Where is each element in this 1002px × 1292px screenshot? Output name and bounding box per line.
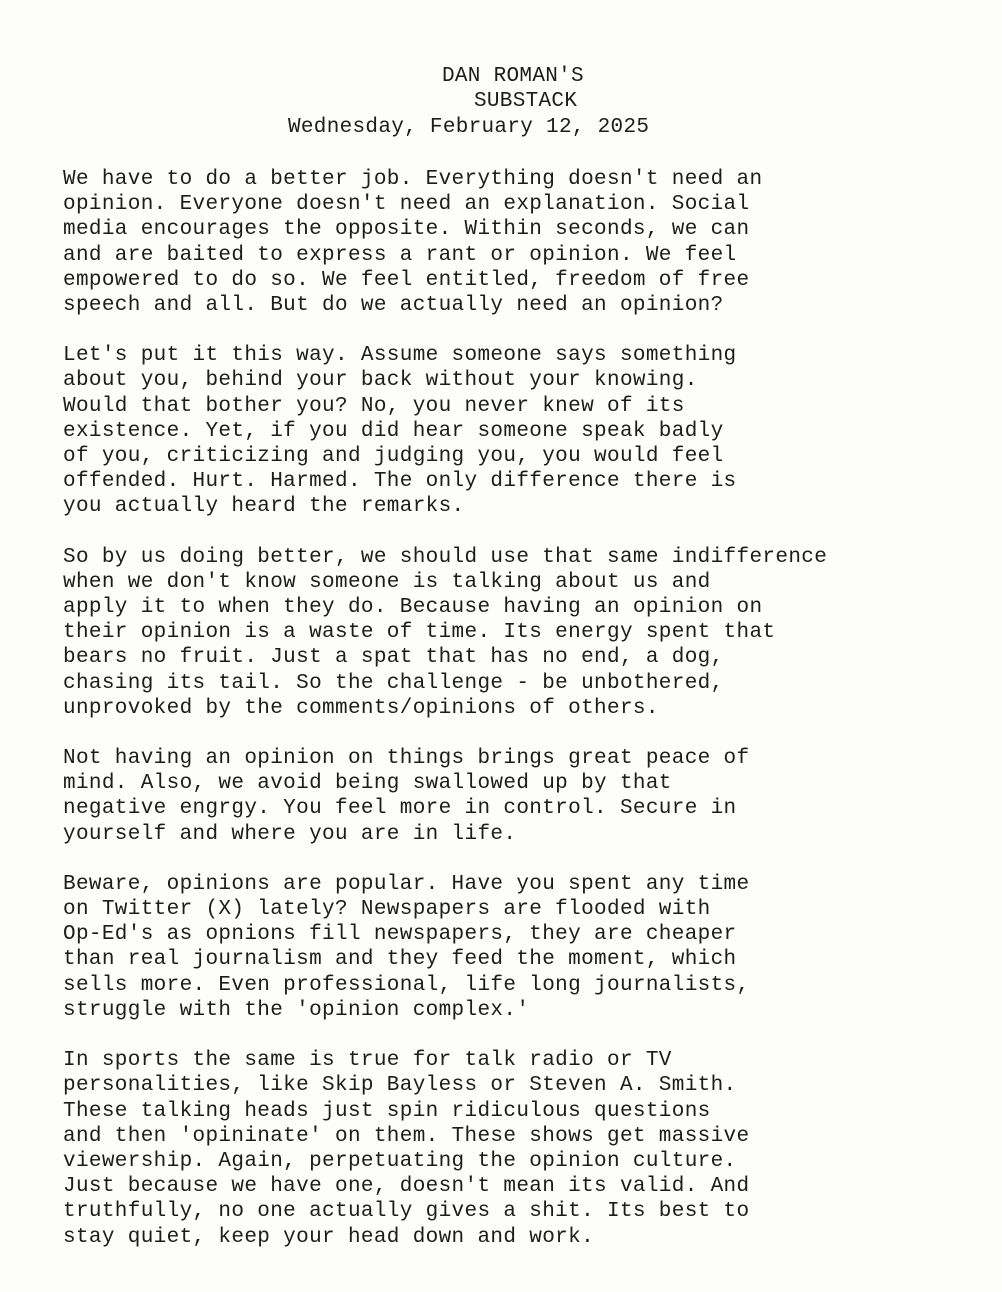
text-line: We have to do a better job. Everything doesn't need an bbox=[63, 168, 763, 191]
text-line: mind. Also, we avoid being swallowed up by that bbox=[63, 772, 672, 796]
text-line: their opinion is a waste of time. Its energy spent that bbox=[63, 621, 776, 645]
text-line: So by us doing better, we should use that same indifference bbox=[63, 545, 828, 569]
text-line: Just because we have one, doesn't mean its valid. And bbox=[63, 1175, 750, 1199]
paragraph-5 bbox=[63, 872, 963, 1023]
text-line: bears no fruit. Just a spat that has no end, a dog, bbox=[63, 646, 724, 670]
title-line-1: DAN ROMAN'S bbox=[442, 65, 584, 88]
text-line: chasing its tail. So the challenge - be unbothered, bbox=[63, 671, 724, 695]
text-line: negative engrgy. You feel more in control. Secure in bbox=[63, 797, 737, 821]
text-line: existence. Yet, if you did hear someone speak badly bbox=[63, 419, 724, 443]
text-line: In sports the same is true for talk radio or TV bbox=[63, 1049, 672, 1073]
text-line: and are baited to express a rant or opinion. We feel bbox=[63, 243, 737, 267]
text-line: These talking heads just spin ridiculous questions bbox=[63, 1099, 711, 1123]
title-line-2: SUBSTACK bbox=[474, 90, 578, 113]
paragraph-1 bbox=[63, 167, 963, 318]
text-line: when we don't know someone is talking about us and bbox=[63, 570, 711, 594]
text-line: stay quiet, keep your head down and work. bbox=[63, 1225, 595, 1249]
text-line: on Twitter (X) lately? Newspapers are flooded with bbox=[63, 898, 711, 922]
text-line: truthfully, no one actually gives a shit. Its best to bbox=[63, 1200, 750, 1224]
text-line: of you, criticizing and judging you, you would feel bbox=[63, 445, 724, 469]
text-line: than real journalism and they feed the moment, which bbox=[63, 948, 737, 972]
text-line: you actually heard the remarks. bbox=[63, 495, 465, 519]
text-line: sells more. Even professional, life long journalists, bbox=[63, 973, 750, 997]
date-line: Wednesday, February 12, 2025 bbox=[288, 116, 650, 139]
text-line: yourself and where you are in life. bbox=[63, 822, 517, 846]
paragraph-4 bbox=[63, 746, 963, 847]
text-line: and then 'opininate' on them. These shows get massive bbox=[63, 1124, 750, 1148]
article-body bbox=[63, 167, 963, 1275]
text-line: Would that bother you? No, you never knew of its bbox=[63, 394, 685, 418]
text-line: Let's put it this way. Assume someone says something bbox=[63, 344, 737, 368]
paragraph-3 bbox=[63, 545, 963, 721]
text-line: apply it to when they do. Because having an opinion on bbox=[63, 596, 763, 620]
text-line: personalities, like Skip Bayless or Steven A. Smith. bbox=[63, 1074, 737, 1098]
text-line: Not having an opinion on things brings great peace of bbox=[63, 747, 750, 771]
text-line: offended. Hurt. Harmed. The only difference there is bbox=[63, 470, 737, 494]
text-line: speech and all. But do we actually need an opinion? bbox=[63, 294, 724, 318]
text-line: empowered to do so. We feel entitled, freedom of free bbox=[63, 268, 750, 292]
text-line: unprovoked by the comments/opinions of others. bbox=[63, 696, 659, 720]
paragraph-2 bbox=[63, 343, 963, 519]
text-line: about you, behind your back without your knowing. bbox=[63, 369, 698, 393]
text-line: struggle with the 'opinion complex.' bbox=[63, 998, 530, 1022]
text-line: Op-Ed's as opnions fill newspapers, they are cheaper bbox=[63, 923, 737, 947]
text-line: viewership. Again, perpetuating the opinion culture. bbox=[63, 1149, 737, 1173]
text-line: Beware, opinions are popular. Have you spent any time bbox=[63, 872, 750, 896]
text-line: opinion. Everyone doesn't need an explanation. Social bbox=[63, 193, 750, 217]
text-line: media encourages the opposite. Within seconds, we can bbox=[63, 218, 750, 242]
paragraph-6 bbox=[63, 1048, 963, 1250]
